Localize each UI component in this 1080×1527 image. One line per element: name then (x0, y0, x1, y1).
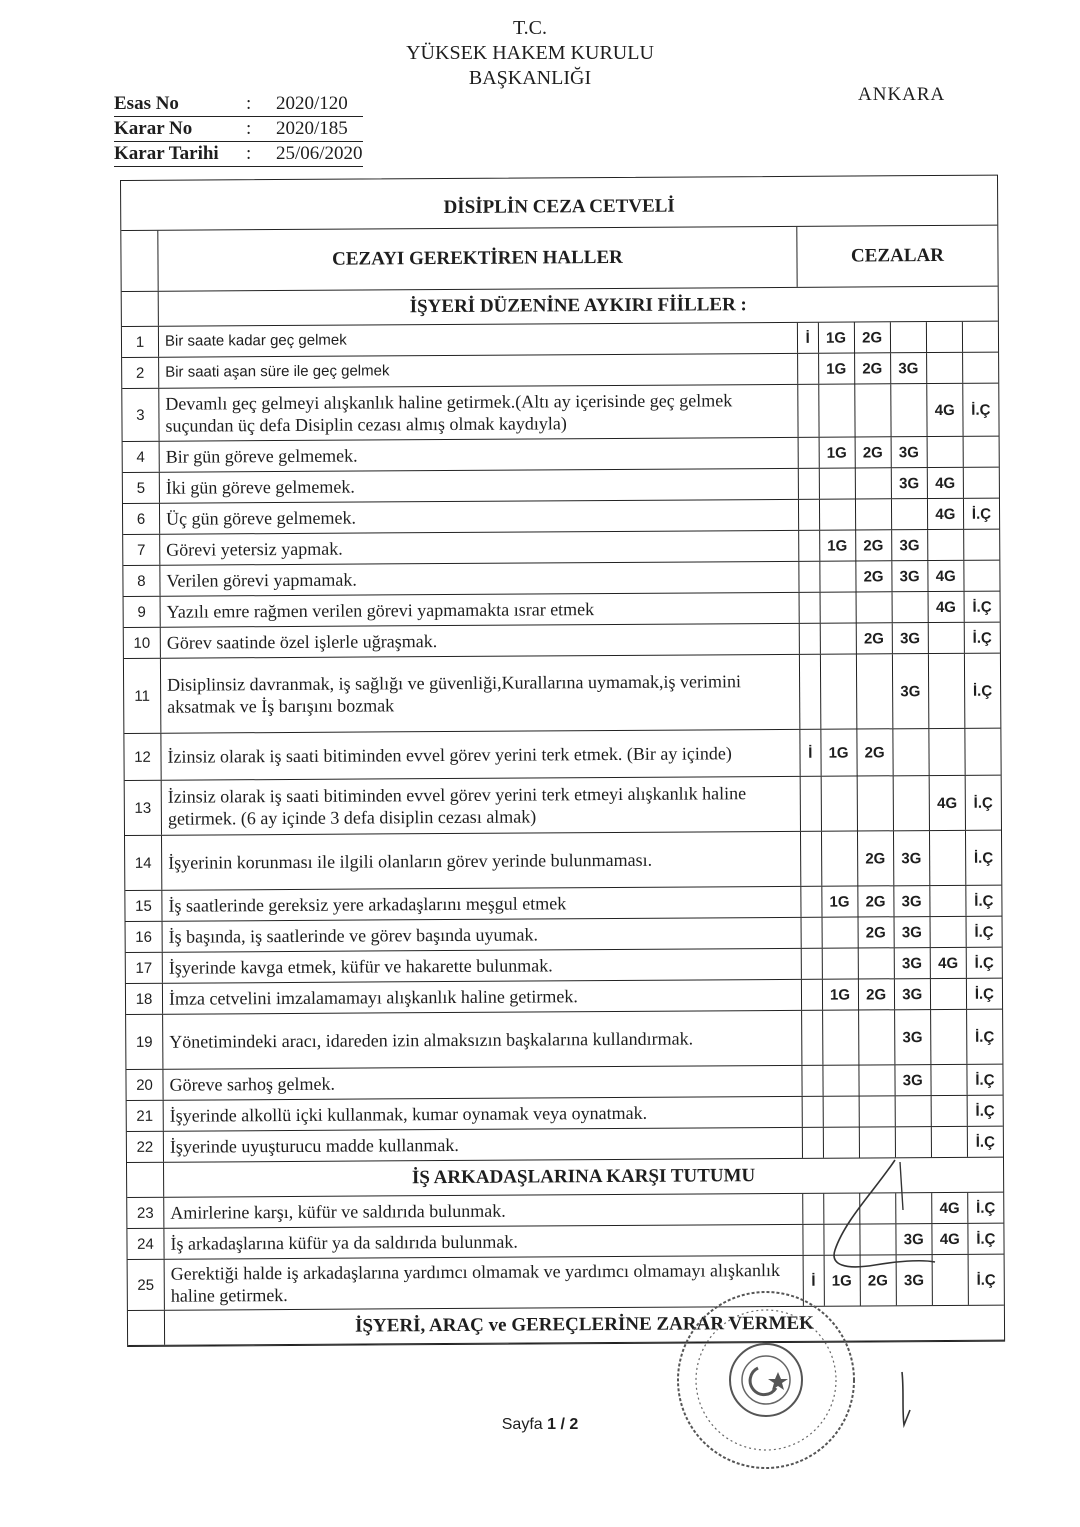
penalty-cell (963, 437, 998, 467)
row-penalties (799, 468, 999, 499)
row-penalties (802, 948, 1002, 979)
row-penalties (799, 530, 999, 561)
table-title-text: DİSİPLİN CEZA CETVELİ (443, 195, 675, 218)
penalty-cell (857, 776, 893, 830)
penalty-cell (801, 777, 822, 831)
penalty-cell: İ.Ç (971, 401, 991, 419)
penalty-cell: 4G (932, 1224, 968, 1254)
penalty-cell (855, 384, 891, 436)
section-num-cell (122, 292, 159, 326)
meta-label: Esas No (114, 93, 179, 114)
penalty-cell: 2G (856, 530, 892, 560)
penalty-cell: 2G (855, 437, 891, 467)
penalty-cell: 1G (822, 980, 858, 1010)
penalty-cell: 4G (928, 561, 964, 591)
footer-prefix: Sayfa (501, 1416, 548, 1433)
penalty-cell: İ.Ç (972, 682, 993, 700)
table-title (121, 176, 997, 231)
penalty-cell (929, 729, 965, 775)
row-description: İşyerinde uyuşturucu madde kullanmak. (164, 1128, 803, 1162)
penalty-cell: İ (800, 730, 821, 776)
penalty-cell (892, 499, 928, 529)
row-penalties (798, 353, 998, 384)
row-number: 10 (124, 628, 161, 658)
row-description: Yönetimindeki aracı, idareden izin almaksızın başkalarına kullandırmak. (163, 1011, 802, 1069)
row-description: Görev saatinde özel işlerle uğraşmak. (161, 624, 800, 658)
penalty-cell (823, 1097, 859, 1127)
penalty-cell: 2G (857, 729, 893, 775)
penalty-cell: İ.Ç (975, 1133, 995, 1151)
penalty-cell (963, 353, 998, 383)
penalty-cell (929, 654, 966, 728)
penalty-cell: İ.Ç (974, 954, 994, 972)
penalty-cell (856, 499, 892, 529)
meta-colon: : (246, 93, 252, 114)
penalty-cell: 2G (858, 917, 894, 947)
penalty-cell: İ.Ç (974, 923, 994, 941)
row-penalties (802, 1065, 1002, 1096)
penalty-cell (893, 776, 929, 830)
penalty-cell (858, 948, 894, 978)
row-number: 7 (123, 535, 160, 565)
penalty-cell (931, 1065, 967, 1095)
meta-row (114, 92, 363, 117)
row-description: Amirlerine karşı, küfür ve saldırıda bulunmak. (164, 1194, 803, 1228)
penalty-cell (821, 777, 857, 831)
penalty-cell: İ.Ç (972, 629, 992, 647)
penalty-cell (895, 1096, 931, 1126)
row-number: 24 (127, 1229, 164, 1259)
section-header (122, 287, 998, 327)
header-line-tc: T.C. (512, 17, 548, 39)
row-description: İş arkadaşlarına küfür ya da saldırıda bulunmak. (164, 1225, 803, 1259)
row-number: 15 (125, 891, 162, 921)
penalty-cell: İ.Ç (976, 1199, 996, 1217)
penalty-cell (857, 654, 894, 728)
penalty-cell (802, 949, 823, 979)
row-number: 11 (124, 659, 161, 733)
penalty-cell: 3G (894, 917, 930, 947)
row-description: Verilen görevi yapmamak. (160, 562, 799, 596)
penalty-cell (931, 1096, 967, 1126)
penalty-cell: 3G (894, 948, 930, 978)
penalty-cell: 2G (855, 353, 891, 383)
section-header (128, 1306, 1004, 1346)
row-penalties (800, 729, 1000, 776)
penalty-cell (799, 562, 820, 592)
row-description: Disiplinsiz davranmak, iş sağlığı ve güvenliği,Kurallarına uymamak,iş verimini aksatmak ve İş barışını bozmak (161, 655, 800, 733)
row-number: 19 (126, 1015, 163, 1069)
penalty-cell (820, 624, 856, 654)
penalty-cell (799, 500, 820, 530)
penalty-cell: İ.Ç (975, 1028, 995, 1046)
penalty-cell: 4G (932, 1193, 968, 1223)
table-row (126, 1010, 1002, 1070)
penalty-cell: 3G (895, 1010, 931, 1064)
penalty-cell: 3G (894, 831, 930, 885)
location-label: ANKARA (858, 84, 946, 105)
row-description: İşyerinin korunması ile ilgili olanların görev yerinde bulunmaması. (162, 832, 801, 890)
penalty-cell (803, 1097, 824, 1127)
penalty-cell (892, 592, 928, 622)
row-penalties (802, 979, 1002, 1010)
penalty-cell: İ.Ç (974, 985, 995, 1003)
penalty-cell: İ.Ç (976, 1271, 996, 1289)
penalty-cell: 3G (895, 979, 931, 1009)
row-penalties (801, 776, 1001, 831)
row-description: Gerektiği halde iş arkadaşlarına yardımcı olmamak ve yardımcı olmamayı alışkanlık haline getirmek. (165, 1256, 804, 1310)
row-penalties (803, 1096, 1003, 1127)
row-number: 16 (126, 922, 163, 952)
penalty-cell: 2G (854, 322, 890, 352)
row-number: 3 (122, 389, 159, 441)
penalty-cell: İ.Ç (974, 892, 994, 910)
penalty-cell (964, 468, 999, 498)
row-description: İşyerinde alkollü içki kullanmak, kumar oynamak veya oynatmak. (164, 1097, 803, 1131)
penalty-cell (819, 500, 855, 530)
penalty-cell: İ (798, 323, 819, 353)
row-penalties (801, 886, 1001, 917)
penalty-cell: İ (804, 1256, 825, 1306)
penalty-cell (802, 1011, 823, 1065)
penalty-cell: 4G (928, 468, 964, 498)
penalty-cell (822, 918, 858, 948)
table-row (122, 384, 998, 442)
penalty-cell: İ.Ç (975, 1102, 995, 1120)
penalty-cell (822, 949, 858, 979)
row-description: İş başında, iş saatlerinde ve görev başında uyumak. (163, 918, 802, 952)
penalty-cell (931, 979, 967, 1009)
penalty-cell (859, 1096, 895, 1126)
meta-row (114, 117, 363, 142)
header-penalties: CEZALAR (850, 244, 944, 267)
row-penalties (801, 831, 1001, 886)
row-description: İmza cetvelini imzalamamayı alışkanlık haline getirmek. (163, 980, 802, 1014)
penalty-cell (800, 593, 821, 623)
signature-mark (815, 1150, 945, 1290)
penalty-cell: 4G (928, 499, 964, 529)
penalty-cell (963, 322, 998, 352)
meta-value: 25/06/2020 (276, 143, 363, 164)
penalty-cell (965, 729, 1000, 775)
penalty-cell (823, 1066, 859, 1096)
penalty-cell (821, 832, 857, 886)
penalty-cell (823, 1011, 859, 1065)
penalty-cell: İ.Ç (973, 849, 994, 867)
penalty-cell (820, 562, 856, 592)
penalty-cell: 2G (860, 1255, 896, 1305)
row-penalties (800, 592, 1000, 623)
penalty-cell: 3G (892, 530, 928, 560)
penalty-cell: 1G (819, 354, 855, 384)
penalty-cell: İ.Ç (971, 505, 992, 523)
penalty-cell (964, 530, 999, 560)
penalty-cell (859, 1010, 895, 1064)
section-title: İŞ ARKADAŞLARINA KARŞI TUTUMU (411, 1165, 756, 1189)
row-penalties (800, 654, 1000, 729)
penalty-cell (798, 385, 819, 437)
penalty-cell: 1G (818, 323, 854, 353)
penalty-cell (891, 322, 927, 352)
table-row (124, 654, 1000, 734)
penalty-cell: 1G (819, 438, 855, 468)
penalty-cell: 1G (820, 531, 856, 561)
row-description: Yazılı emre rağmen verilen görevi yapmamakta ısrar etmek (161, 593, 800, 627)
table-header-row (121, 226, 997, 292)
header-line-court: YÜKSEK HAKEM KURULU (406, 42, 654, 64)
penalty-cell (799, 469, 820, 499)
row-number: 12 (124, 734, 161, 780)
penalty-cell (856, 592, 892, 622)
penalty-cell (929, 623, 965, 653)
signature-stroke (890, 1370, 920, 1430)
row-number: 21 (127, 1101, 164, 1131)
penalty-cell (798, 354, 819, 384)
section-title: İŞYERİ, ARAÇ ve GEREÇLERİNE ZARAR VERMEK (354, 1312, 814, 1337)
penalty-cell (931, 1010, 967, 1064)
penalty-cell: 2G (856, 623, 892, 653)
header-line-presidency: BAŞKANLIĞI (468, 67, 592, 89)
section-num-cell (128, 1311, 165, 1345)
penalty-cell (800, 624, 821, 654)
row-number: 6 (123, 504, 160, 534)
penalty-cell: 3G (891, 468, 927, 498)
case-meta (114, 92, 363, 167)
penalty-cell (964, 561, 999, 591)
penalty-cell (799, 531, 820, 561)
row-number: 18 (126, 984, 163, 1014)
penalty-cell: 2G (858, 831, 894, 885)
document-header (380, 16, 680, 91)
penalty-cell: 2G (858, 886, 894, 916)
row-description: Göreve sarhoş gelmek. (163, 1066, 802, 1100)
row-number: 13 (125, 781, 162, 835)
penalty-cell (802, 918, 823, 948)
penalty-cell: 4G (929, 776, 965, 830)
penalty-cell: 2G (858, 979, 894, 1009)
penalty-cell (819, 385, 855, 437)
meta-colon: : (246, 118, 252, 139)
penalty-cell (930, 886, 966, 916)
row-number: 2 (122, 358, 159, 388)
penalty-cell: 3G (892, 623, 928, 653)
penalty-cell (802, 980, 823, 1010)
header-cases: CEZAYI GEREKTİREN HALLER (158, 227, 797, 291)
row-number: 23 (127, 1198, 164, 1228)
penalty-cell (893, 729, 929, 775)
penalty-cell: 3G (895, 1065, 931, 1095)
meta-label: Karar Tarihi (114, 143, 219, 164)
penalty-cell: 3G (896, 1255, 932, 1305)
row-number: 9 (124, 597, 161, 627)
penalty-cell (859, 1065, 895, 1095)
footer-page: 1 / 2 (547, 1416, 579, 1433)
section-title: İŞYERİ DÜZENİNE AYKIRI FİİLLER : (409, 294, 747, 318)
penalty-cell (891, 384, 927, 436)
penalty-cell: İ.Ç (975, 1071, 995, 1089)
row-penalties (802, 1010, 1002, 1065)
row-description: İş saatlerinde gereksiz yere arkadaşlarını meşgul etmek (162, 887, 801, 921)
meta-value: 2020/185 (276, 118, 348, 139)
penalty-cell: 3G (892, 561, 928, 591)
official-seal-icon (666, 1280, 866, 1480)
row-description: Bir saate kadar geç gelmek (159, 323, 798, 357)
penalty-cell: 2G (856, 561, 892, 591)
penalty-cell: İ.Ç (972, 598, 992, 616)
penalty-cell (799, 438, 820, 468)
row-description: Görevi yetersiz yapmak. (160, 531, 799, 565)
table-row (125, 776, 1001, 836)
row-description: İşyerinde kavga etmek, küfür ve hakarette bulunmak. (163, 949, 802, 983)
table-row (125, 831, 1001, 891)
row-number: 8 (123, 566, 160, 596)
meta-value: 2020/120 (276, 93, 348, 114)
row-penalties (798, 322, 998, 353)
penalty-cell: 1G (821, 730, 857, 776)
penalty-cell (801, 887, 822, 917)
row-penalties (799, 437, 999, 468)
penalty-cell (820, 593, 856, 623)
meta-colon: : (246, 143, 252, 164)
penalty-cell (930, 831, 966, 885)
penalty-cell: İ.Ç (976, 1230, 996, 1248)
meta-label: Karar No (114, 118, 193, 139)
penalty-cell: İ.Ç (973, 794, 993, 812)
penalty-cell (800, 655, 821, 729)
header-num-cell (121, 231, 158, 291)
row-penalties (799, 499, 999, 530)
row-penalties (798, 384, 998, 437)
row-number: 14 (125, 836, 162, 890)
row-number: 25 (128, 1260, 165, 1310)
penalty-cell: 4G (930, 948, 966, 978)
penalty-cell: 4G (927, 384, 963, 436)
penalty-cell (930, 917, 966, 947)
penalty-cell: 3G (893, 654, 930, 728)
row-description: Bir saati aşan süre ile geç gelmek (159, 354, 798, 388)
row-penalties (800, 623, 1000, 654)
row-description: Devamlı geç gelmeyi alışkanlık haline getirmek.(Altı ay içerisinde geç gelmek suçundan üç defa Disiplin cezası almış olmak kaydıyla) (159, 385, 798, 441)
penalty-cell (819, 469, 855, 499)
penalty-cell (927, 322, 963, 352)
row-description: İzinsiz olarak iş saati bitiminden evvel görev yerini terk etmek. (Bir ay içinde) (161, 730, 800, 780)
row-number: 22 (127, 1132, 164, 1162)
penalty-cell (928, 530, 964, 560)
row-number: 4 (123, 442, 160, 472)
row-description: Bir gün göreve gelmemek. (160, 438, 799, 472)
row-penalties (799, 561, 999, 592)
row-description: İki gün göreve gelmemek. (160, 469, 799, 503)
row-number: 1 (122, 327, 159, 357)
section-num-cell (127, 1163, 164, 1197)
row-number: 5 (123, 473, 160, 503)
table-row (124, 729, 1000, 781)
row-description: Üç gün göreve gelmemek. (160, 500, 799, 534)
penalty-cell (802, 1066, 823, 1096)
penalty-cell (927, 353, 963, 383)
penalty-cell: 1G (824, 1255, 860, 1305)
penalty-cell: 4G (928, 592, 964, 622)
row-number: 17 (126, 953, 163, 983)
penalty-cell (927, 437, 963, 467)
penalty-cell (801, 832, 822, 886)
penalty-cell: 3G (894, 886, 930, 916)
row-penalties (802, 917, 1002, 948)
row-number: 20 (126, 1070, 163, 1100)
penalty-cell: 3G (891, 353, 927, 383)
penalty-cell: 1G (822, 887, 858, 917)
penalty-cell: 3G (896, 1224, 932, 1254)
penalty-cell: 3G (891, 437, 927, 467)
meta-row (114, 142, 363, 167)
penalty-cell (855, 468, 891, 498)
row-description: İzinsiz olarak iş saati bitiminden evvel görev yerini terk etmeyi alışkanlık haline getirmek. (6 ay içinde 3 defa disiplin cezası almak) (162, 777, 801, 835)
penalty-cell (820, 655, 857, 729)
